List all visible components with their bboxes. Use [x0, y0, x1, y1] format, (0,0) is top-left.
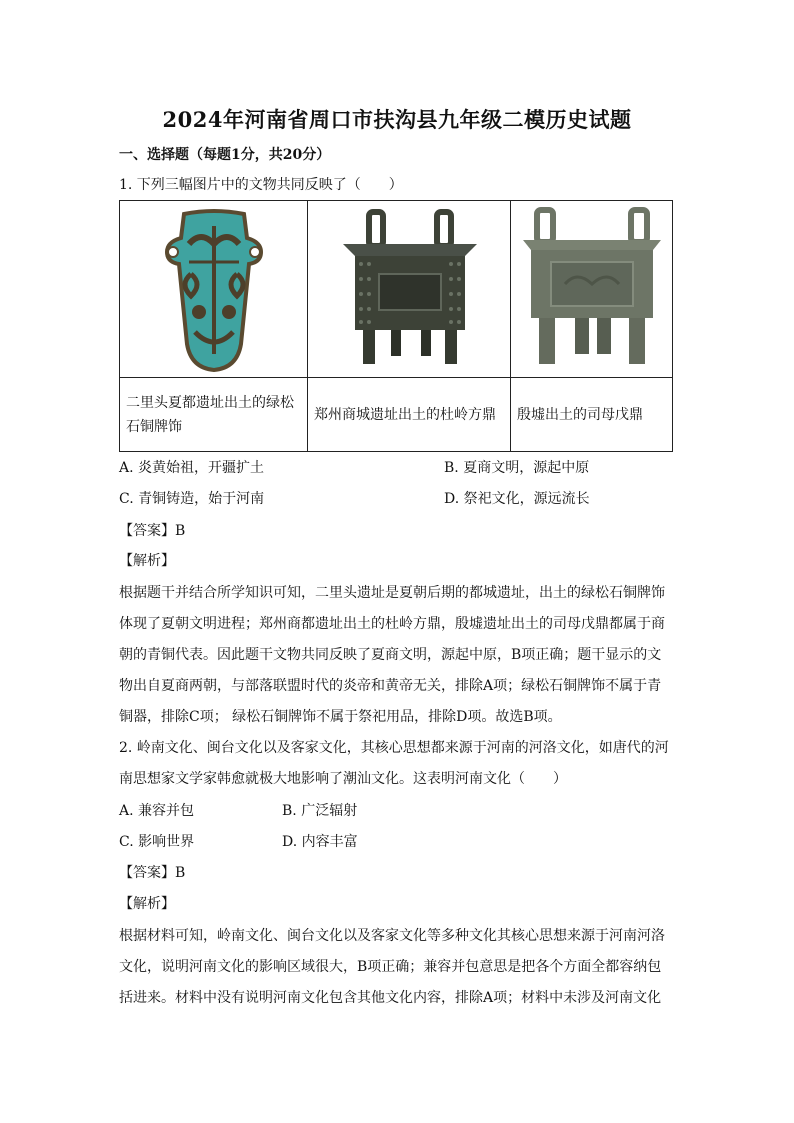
q2-option-c: C. 影响世界: [119, 834, 195, 850]
section-heading: 一、选择题（每题1分，共20分）: [119, 147, 331, 163]
q2-answer: 【答案】B: [119, 865, 186, 881]
q2-option-d: D. 内容丰富: [282, 834, 358, 850]
simuwu-ding-image: [517, 204, 667, 374]
q1-analysis-line: 铜器，排除C项； 绿松石铜牌饰不属于祭祀用品，排除D项。故选B项。: [119, 709, 562, 725]
question-1-stem: 1. 下列三幅图片中的文物共同反映了（ ）: [119, 177, 403, 193]
q1-option-d: D. 祭祀文化，源远流长: [444, 491, 590, 507]
artifact-caption-2: 郑州商城遗址出土的杜岭方鼎: [308, 378, 511, 452]
q1-option-a: A. 炎黄始祖，开疆扩土: [119, 460, 265, 476]
q1-analysis-line: 体现了夏朝文明进程；郑州商都遗址出土的杜岭方鼎，殷墟遗址出土的司母戊鼎都属于商: [119, 616, 665, 632]
q1-analysis-line: 根据题干并结合所学知识可知，二里头遗址是夏朝后期的都城遗址，出土的绿松石铜牌饰: [119, 585, 665, 601]
page-title: 2024年河南省周口市扶沟县九年级二模历史试题: [162, 107, 632, 132]
q2-analysis-label: 【解析】: [119, 896, 175, 912]
q1-answer: 【答案】B: [119, 523, 186, 539]
q1-option-b: B. 夏商文明，源起中原: [444, 460, 590, 476]
turquoise-plaque-image: [139, 204, 289, 374]
artifact-image-cell-2: [308, 201, 511, 378]
artifact-image-cell-1: [120, 201, 308, 378]
q1-analysis-line: 朝的青铜代表。因此题干文物共同反映了夏商文明，源起中原，B项正确；题干显示的文: [119, 647, 662, 663]
q2-analysis-line: 文化，说明河南文化的影响区域很大，B项正确；兼容并包意思是把各个方面全都容纳包: [119, 959, 662, 975]
artifact-caption-3: 殷墟出土的司母戊鼎: [511, 378, 673, 452]
q1-option-c: C. 青铜铸造，始于河南: [119, 491, 265, 507]
artifact-image-cell-3: [511, 201, 673, 378]
artifact-table: [119, 200, 673, 452]
q2-stem-line: 南思想家文学家韩愈就极大地影响了潮汕文化。这表明河南文化（ ）: [119, 771, 567, 787]
q1-analysis-label: 【解析】: [119, 553, 175, 569]
q2-stem-line: 2. 岭南文化、闽台文化以及客家文化，其核心思想都来源于河南的河洛文化，如唐代的河: [119, 740, 669, 756]
q2-option-b: B. 广泛辐射: [282, 803, 358, 819]
q2-analysis-line: 括进来。材料中没有说明河南文化包含其他文化内容，排除A项；材料中未涉及河南文化: [119, 990, 662, 1006]
q1-analysis-line: 物出自夏商两朝，与部落联盟时代的炎帝和黄帝无关，排除A项；绿松石铜牌饰不属于青: [119, 678, 662, 694]
duling-ding-image: [329, 204, 489, 374]
artifact-caption-1: 二里头夏都遗址出土的绿松 石铜牌饰: [120, 378, 308, 452]
q2-option-a: A. 兼容并包: [119, 803, 195, 819]
q2-analysis-line: 根据材料可知，岭南文化、闽台文化以及客家文化等多种文化其核心思想来源于河南河洛: [119, 928, 665, 944]
